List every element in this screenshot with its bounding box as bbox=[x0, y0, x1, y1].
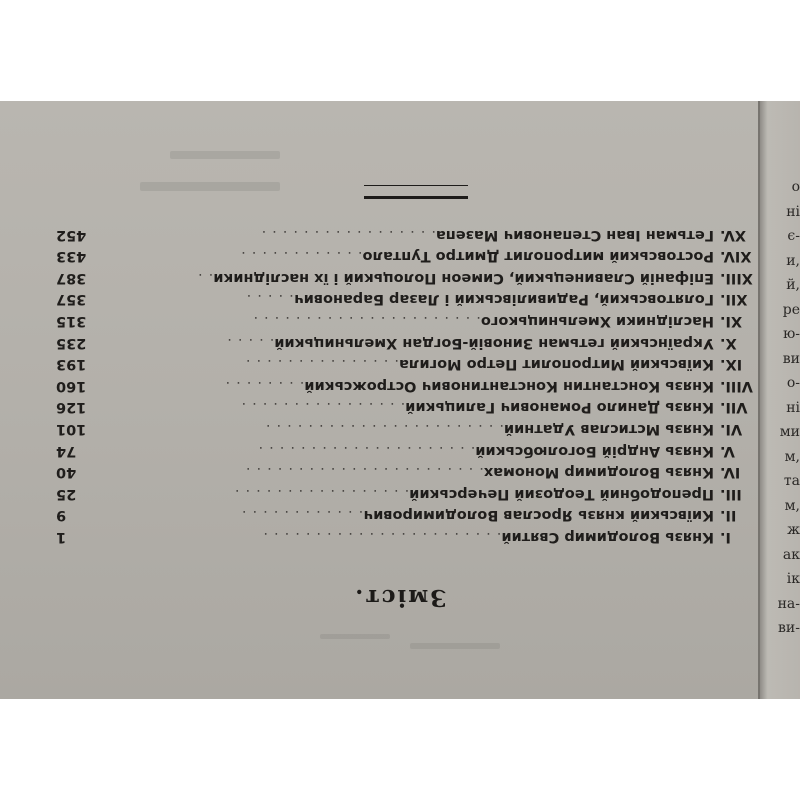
adjacent-page-text-fragment: ю- bbox=[783, 326, 800, 342]
toc-entry-page-number: 193 bbox=[56, 356, 87, 373]
toc-entry-page-number: 357 bbox=[56, 291, 87, 308]
adjacent-page-text-fragment: ми bbox=[779, 424, 800, 440]
dot-leader: ....................... bbox=[259, 421, 504, 437]
adjacent-page-text-fragment: ні bbox=[786, 399, 800, 416]
toc-entry-page-number: 40 bbox=[56, 464, 77, 481]
dot-leader: ............... bbox=[239, 356, 400, 373]
toc-entry bbox=[56, 437, 756, 459]
toc-entry-page-number: 1 bbox=[56, 529, 67, 545]
adjacent-page-text-fragment: ви- bbox=[778, 620, 800, 636]
bleed-through-mark bbox=[410, 643, 500, 649]
dot-leader: ....................... bbox=[257, 529, 502, 545]
toc-entry bbox=[56, 350, 756, 372]
toc-entry bbox=[56, 393, 756, 415]
toc-entry-number: II. bbox=[720, 507, 737, 524]
toc-entry-title: Преподобний Теодозий Печерський bbox=[409, 485, 714, 502]
toc-entry-number: V. bbox=[720, 442, 735, 459]
bleed-through-mark bbox=[320, 634, 390, 639]
toc-entry bbox=[56, 415, 756, 437]
toc-entry-number: VII. bbox=[720, 399, 748, 416]
adjacent-page-text-fragment: ре bbox=[782, 301, 800, 318]
toc-entry-number: XII. bbox=[720, 291, 748, 308]
adjacent-page-text-fragment: ні bbox=[786, 203, 800, 220]
dot-leader: ............ bbox=[235, 507, 364, 524]
toc-entry-page-number: 452 bbox=[56, 226, 87, 243]
toc-entry-page-number: 74 bbox=[56, 442, 77, 459]
bleed-through-mark bbox=[140, 182, 280, 191]
toc-entry-number: XIII. bbox=[720, 269, 753, 286]
adjacent-page-text-fragment: о bbox=[791, 179, 800, 195]
adjacent-page-text-fragment: й, bbox=[786, 277, 800, 293]
adjacent-page-text-fragment: и, bbox=[786, 252, 800, 269]
toc-entry-page-number: 126 bbox=[56, 399, 87, 416]
toc-entry bbox=[56, 307, 756, 329]
toc-entry-title: Український гетьман Зиновій-Богдан Хмельницький bbox=[274, 334, 714, 351]
toc-entry-title: Князь Данило Романович Галицький bbox=[405, 399, 714, 416]
toc-entry-title: Наслідники Хмельницького bbox=[480, 313, 714, 329]
dot-leader: ..... bbox=[221, 334, 275, 351]
toc-entry-page-number: 235 bbox=[56, 334, 87, 351]
toc-entry-number: IX. bbox=[720, 356, 743, 373]
toc-entry-page-number: 25 bbox=[56, 485, 77, 502]
dot-leader: ....................... bbox=[239, 464, 484, 481]
toc-entry-number: I. bbox=[720, 529, 731, 545]
page-title: Зміст. bbox=[353, 584, 447, 611]
toc-entry-title: Князь Володимир Святий bbox=[501, 529, 714, 545]
dot-leader: ..... bbox=[240, 291, 294, 308]
toc-entry bbox=[56, 501, 756, 523]
toc-entry-page-number: 387 bbox=[56, 269, 87, 286]
dot-leader: ............ bbox=[235, 248, 363, 265]
adjacent-page-text-fragment: ж bbox=[787, 522, 800, 538]
dot-leader: ........ bbox=[219, 377, 305, 394]
dot-leader: ................ bbox=[235, 399, 406, 416]
toc-entry-title: Київський Митрополит Петро Могила bbox=[399, 356, 714, 373]
adjacent-page-text-fragment: є- bbox=[787, 228, 800, 244]
dot-leader: ................. bbox=[255, 226, 436, 243]
toc-entry-number: III. bbox=[720, 485, 742, 502]
toc-entry-title: Князь Володимир Мономах bbox=[483, 464, 714, 481]
toc-entry bbox=[56, 480, 756, 502]
adjacent-page-text-fragment: ак bbox=[782, 546, 800, 563]
adjacent-page-text-fragment: ік bbox=[786, 571, 800, 587]
toc-entry-number: X. bbox=[720, 334, 737, 351]
adjacent-page bbox=[758, 101, 800, 699]
adjacent-page-text-fragment: о- bbox=[786, 375, 800, 391]
toc-entry-page-number: 315 bbox=[56, 313, 87, 329]
toc-entry bbox=[56, 285, 756, 307]
adjacent-page-text-fragment: на- bbox=[777, 595, 800, 612]
decorative-rule bbox=[364, 185, 468, 199]
adjacent-page-text-fragment: ви bbox=[782, 350, 800, 367]
toc-entry bbox=[56, 523, 756, 545]
contents-page bbox=[0, 101, 800, 699]
dot-leader: ................. bbox=[228, 485, 410, 502]
toc-entry bbox=[56, 372, 756, 394]
toc-entry-number: VIII. bbox=[720, 377, 753, 394]
dot-leader: .. bbox=[192, 269, 214, 286]
adjacent-page-text-fragment: м, bbox=[784, 448, 800, 465]
toc-entry-page-number: 433 bbox=[56, 248, 87, 265]
toc-entry-title: Князь Мстислав Удатний bbox=[503, 421, 714, 437]
adjacent-page-text-fragment: та bbox=[783, 473, 800, 489]
toc-entry-title: Голятовський, Радивилівський і Лазар Баранович bbox=[293, 291, 714, 308]
open-book-scan bbox=[0, 101, 800, 699]
adjacent-page-text-fragment: м, bbox=[784, 497, 800, 514]
bleed-through-mark bbox=[170, 151, 280, 159]
toc-entry bbox=[56, 329, 756, 351]
toc-entry-number: XIV. bbox=[720, 248, 752, 265]
toc-entry bbox=[56, 458, 756, 480]
toc-entry-title: Князь Андрій Боголюбський bbox=[475, 442, 714, 459]
dot-leader: ..................... bbox=[252, 442, 476, 459]
toc-entry bbox=[56, 242, 756, 264]
toc-entry-number: IV. bbox=[720, 464, 741, 481]
toc-entry-page-number: 160 bbox=[56, 377, 87, 394]
toc-entry-title: Ростовський митрополит Дмитро Туптало bbox=[362, 248, 714, 265]
toc-entry-number: XV. bbox=[720, 226, 747, 243]
toc-entry bbox=[56, 221, 756, 243]
toc-entry-number: VI. bbox=[720, 421, 743, 437]
toc-entry-page-number: 9 bbox=[56, 507, 67, 524]
toc-entry-number: XI. bbox=[720, 313, 743, 329]
toc-entry-title: Гетьман Іван Степанович Мазепа bbox=[435, 226, 714, 243]
toc-entry-title: Епіфаній Славинецький, Симеон Полоцький і їх наслідники bbox=[213, 269, 714, 286]
toc-entry-title: Київський князь Ярослав Володимирович bbox=[363, 507, 714, 524]
dot-leader: ...................... bbox=[247, 313, 481, 329]
toc-entry-title: Князь Константин Константинович Острожський bbox=[304, 377, 714, 394]
toc-entry-page-number: 101 bbox=[56, 421, 87, 437]
toc-entry bbox=[56, 264, 756, 286]
